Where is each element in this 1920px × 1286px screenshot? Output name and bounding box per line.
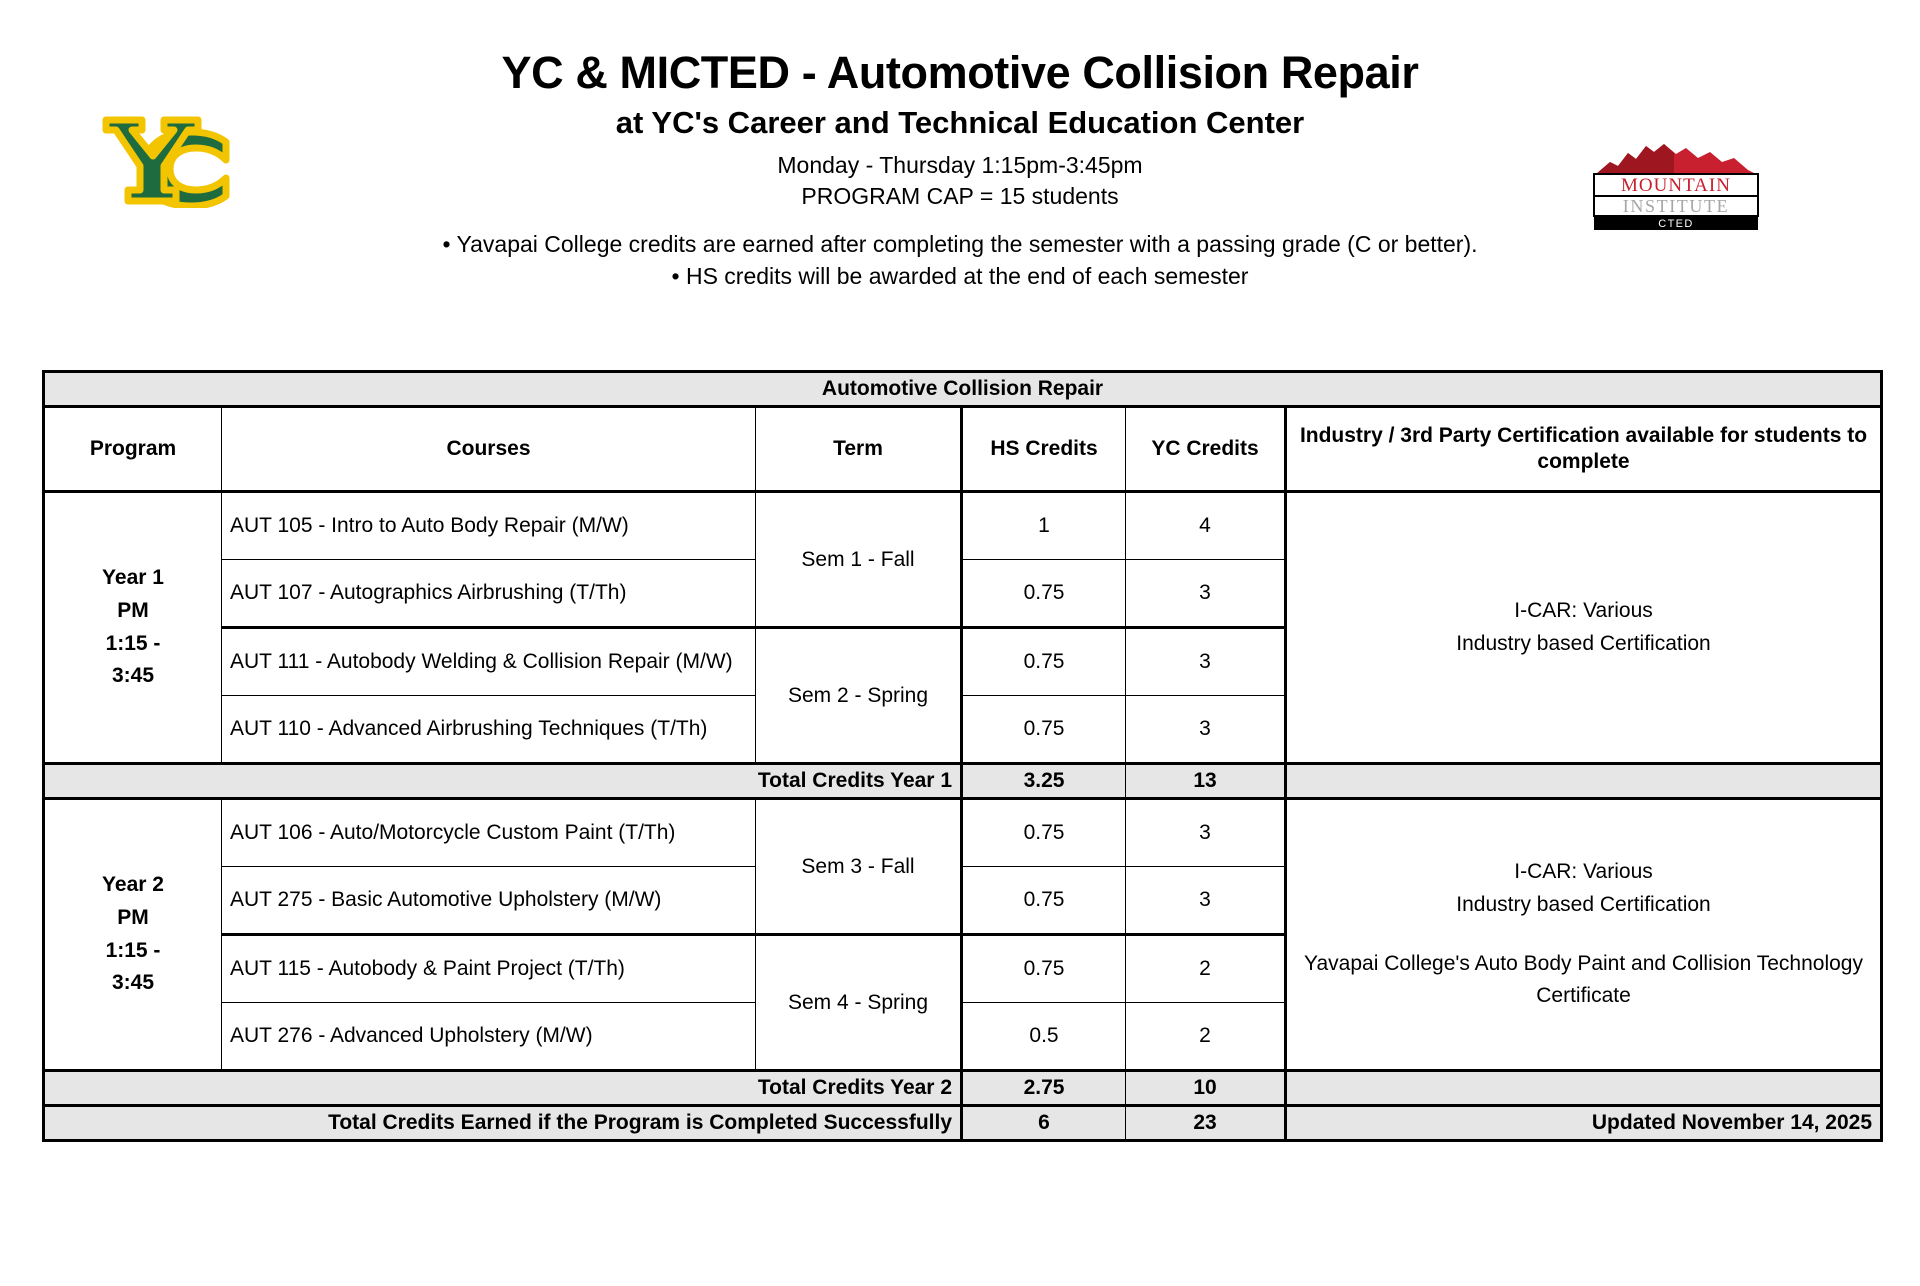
yc-credit-value: 2	[1126, 935, 1286, 1003]
term-label: Sem 3 - Fall	[756, 799, 962, 935]
updated-date: Updated November 14, 2025	[1286, 1106, 1882, 1141]
table-header-row	[44, 407, 1882, 492]
course-name: AUT 105 - Intro to Auto Body Repair (M/W)	[222, 492, 756, 560]
hs-credit-value: 0.5	[962, 1003, 1126, 1071]
column-header-program: Program	[44, 407, 222, 492]
term-label: Sem 2 - Spring	[756, 628, 962, 764]
mountain-institute-cted-logo	[1588, 138, 1764, 232]
grand-total-row	[44, 1106, 1882, 1141]
grand-total-hs: 6	[962, 1106, 1126, 1141]
certification-line: I-CAR: Various	[1514, 598, 1653, 622]
course-name: AUT 276 - Advanced Upholstery (M/W)	[222, 1003, 756, 1071]
program-year: Year 2	[102, 873, 164, 897]
course-name: AUT 275 - Basic Automotive Upholstery (M/W)	[222, 867, 756, 935]
certification-spacer	[1295, 922, 1872, 948]
svg-text:CTED: CTED	[1658, 218, 1694, 230]
program-year: Year 1	[102, 566, 164, 590]
program-label-year2	[44, 799, 222, 1071]
total-label-year2: Total Credits Year 2	[44, 1071, 962, 1106]
page-header	[0, 0, 1920, 340]
certification-year1	[1286, 492, 1882, 764]
certification-line: Industry based Certification	[1456, 892, 1711, 916]
hs-credit-value: 0.75	[962, 696, 1126, 764]
yc-credit-value: 2	[1126, 1003, 1286, 1071]
yc-credit-value: 4	[1126, 492, 1286, 560]
course-name: AUT 106 - Auto/Motorcycle Custom Paint (T/Th)	[222, 799, 756, 867]
program-table	[42, 370, 1883, 1142]
header-bullets	[300, 228, 1620, 293]
column-header-term: Term	[756, 407, 962, 492]
program-label-year1	[44, 492, 222, 764]
course-name: AUT 115 - Autobody & Paint Project (T/Th)	[222, 935, 756, 1003]
hs-credit-value: 0.75	[962, 628, 1126, 696]
column-header-yc-credits: YC Credits	[1126, 407, 1286, 492]
schedule-line: Monday - Thursday 1:15pm-3:45pm	[777, 151, 1143, 178]
table-row	[44, 799, 1882, 867]
course-name: AUT 110 - Advanced Airbrushing Techniques (T/Th)	[222, 696, 756, 764]
program-table-container	[42, 370, 1880, 1142]
hs-credit-value: 0.75	[962, 799, 1126, 867]
bullet-yc-credits: • Yavapai College credits are earned after completing the semester with a passing grade (C or better).	[442, 230, 1478, 257]
total-hs-year1: 3.25	[962, 764, 1126, 799]
program-cap-line: PROGRAM CAP = 15 students	[801, 182, 1119, 209]
program-time-start: 1:15 -	[105, 938, 161, 962]
certification-line: Industry based Certification	[1456, 631, 1711, 655]
total-row-year1	[44, 764, 1882, 799]
page-title: YC & MICTED - Automotive Collision Repair	[501, 47, 1419, 98]
yc-credit-value: 3	[1126, 799, 1286, 867]
table-banner: Automotive Collision Repair	[44, 372, 1882, 407]
program-session: PM	[117, 598, 149, 622]
bullet-hs-credits: • HS credits will be awarded at the end of each semester	[671, 263, 1249, 290]
total-yc-year2: 10	[1126, 1071, 1286, 1106]
table-banner-row	[44, 372, 1882, 407]
program-session: PM	[117, 905, 149, 929]
header-text-block	[300, 48, 1620, 293]
svg-text:INSTITUTE: INSTITUTE	[1622, 196, 1730, 216]
grand-total-yc: 23	[1126, 1106, 1286, 1141]
course-name: AUT 111 - Autobody Welding & Collision Repair (M/W)	[222, 628, 756, 696]
column-header-certification: Industry / 3rd Party Certification available for students to complete	[1286, 407, 1882, 492]
hs-credit-value: 0.75	[962, 867, 1126, 935]
hs-credit-value: 0.75	[962, 560, 1126, 628]
svg-text:MOUNTAIN: MOUNTAIN	[1621, 175, 1731, 196]
certification-line: Yavapai College's Auto Body Paint and Collision Technology Certificate	[1304, 951, 1863, 1008]
grand-total-label: Total Credits Earned if the Program is Completed Successfully	[44, 1106, 962, 1141]
program-time-end: 3:45	[111, 971, 155, 995]
total-blank-year2	[1286, 1071, 1882, 1106]
column-header-hs-credits: HS Credits	[962, 407, 1126, 492]
course-name: AUT 107 - Autographics Airbrushing (T/Th)	[222, 560, 756, 628]
total-yc-year1: 13	[1126, 764, 1286, 799]
total-hs-year2: 2.75	[962, 1071, 1126, 1106]
certification-year2	[1286, 799, 1882, 1071]
page-subtitle: at YC's Career and Technical Education Center	[615, 105, 1305, 141]
yc-credit-value: 3	[1126, 867, 1286, 935]
total-label-year1: Total Credits Year 1	[44, 764, 962, 799]
hs-credit-value: 0.75	[962, 935, 1126, 1003]
yc-credit-value: 3	[1126, 696, 1286, 764]
term-label: Sem 1 - Fall	[756, 492, 962, 628]
yc-credit-value: 3	[1126, 560, 1286, 628]
certification-line: I-CAR: Various	[1514, 860, 1653, 884]
program-time-end: 3:45	[111, 664, 155, 688]
table-row	[44, 492, 1882, 560]
term-label: Sem 4 - Spring	[756, 935, 962, 1071]
yavapai-college-logo	[96, 104, 246, 208]
total-row-year2	[44, 1071, 1882, 1106]
hs-credit-value: 1	[962, 492, 1126, 560]
total-blank-year1	[1286, 764, 1882, 799]
program-time-start: 1:15 -	[105, 631, 161, 655]
column-header-courses: Courses	[222, 407, 756, 492]
yc-credit-value: 3	[1126, 628, 1286, 696]
